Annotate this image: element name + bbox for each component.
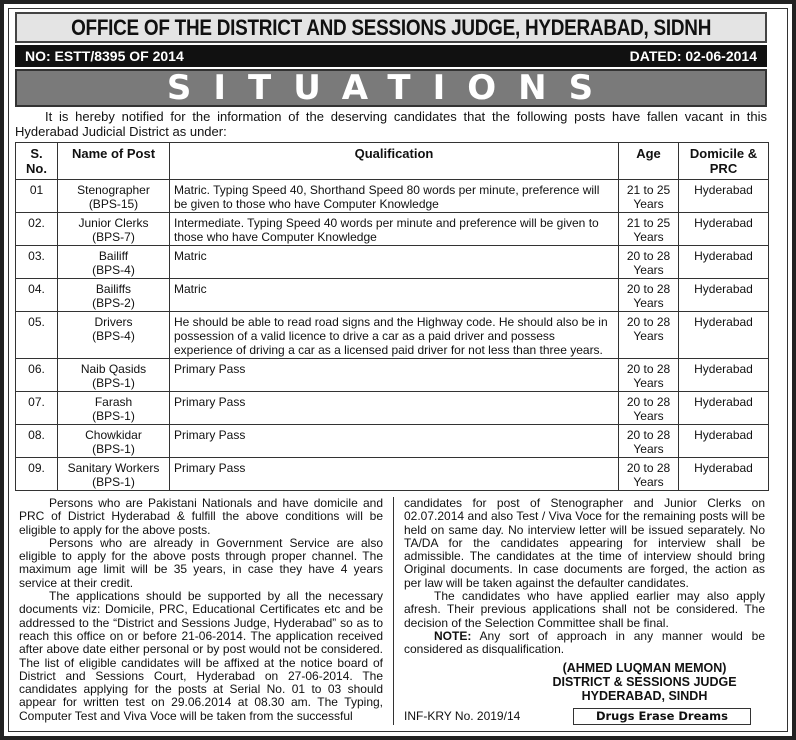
- post-bps: (BPS-1): [92, 475, 135, 489]
- table-row: [16, 458, 769, 491]
- cell-age: [619, 246, 679, 279]
- col-age: Age: [619, 143, 679, 180]
- cell-qualification: Matric: [170, 246, 619, 279]
- cell-qualification: Matric. Typing Speed 40, Shorthand Speed 80 words per minute, preference will be given to those who have Computer Knowledge: [170, 180, 619, 213]
- cell-domicile: Hyderabad: [679, 180, 769, 213]
- cell-domicile: Hyderabad: [679, 312, 769, 359]
- post-name: Junior Clerks: [78, 216, 149, 230]
- cell-qualification: Primary Pass: [170, 425, 619, 458]
- col-sno: S. No.: [16, 143, 58, 180]
- cell-age: [619, 312, 679, 359]
- age-unit: Years: [633, 263, 664, 277]
- cell-post: [58, 312, 170, 359]
- cell-age: [619, 458, 679, 491]
- cell-post: [58, 359, 170, 392]
- age-unit: Years: [633, 296, 664, 310]
- post-name: Farash: [94, 395, 133, 409]
- cell-post: [58, 279, 170, 312]
- note-text: Any sort of approach in any manner would be considered as disqualification.: [404, 628, 765, 657]
- body-left-column: [15, 497, 393, 725]
- cell-age: [619, 213, 679, 246]
- post-name: Bailiffs: [95, 282, 132, 296]
- cell-sno: 03.: [16, 246, 58, 279]
- cell-sno: 04.: [16, 279, 58, 312]
- signature-block: [524, 661, 765, 703]
- age-unit: Years: [633, 409, 664, 423]
- cell-sno: 06.: [16, 359, 58, 392]
- post-bps: (BPS-4): [92, 263, 135, 277]
- table-row: [16, 392, 769, 425]
- cell-sno: 07.: [16, 392, 58, 425]
- cell-post: [58, 392, 170, 425]
- age-range: 20 to 28: [626, 395, 671, 409]
- post-bps: (BPS-1): [92, 376, 135, 390]
- age-unit: Years: [633, 376, 664, 390]
- post-name: Naib Qasids: [80, 362, 147, 376]
- slogan-box: Drugs Erase Dreams: [573, 708, 751, 725]
- table-row: [16, 312, 769, 359]
- reference-bar: [15, 45, 767, 67]
- signatory-place: HYDERABAD, SINDH: [581, 688, 708, 703]
- reference-number: NO: ESTT/8395 OF 2014: [25, 48, 184, 64]
- note-paragraph: [404, 630, 765, 657]
- age-range: 21 to 25: [626, 216, 671, 230]
- cell-post: [58, 425, 170, 458]
- cell-age: [619, 279, 679, 312]
- age-unit: Years: [633, 230, 664, 244]
- paragraph: The applications should be supported by all the necessary documents viz: Domicile, PRC, Educational Certificates etc and be addressed to the “District and Sessions Judge, Hyderabad” so as to reach this office on or before 21-06-2014. The application received after above date either personal or by post would not be considered. The list of eligible candidates will be affixed at the notice board of District and Sessions Court, Hyderabad on 27-06-2014. The candidates applying for the posts at Serial No. 01 to 03 should appear for written test on 29.06.2014 at 08.30 am. The Typing, Computer Test and Viva Voce will be taken from the successful: [19, 589, 383, 723]
- age-unit: Years: [633, 329, 664, 343]
- cell-age: [619, 392, 679, 425]
- body-right-column: [393, 497, 769, 725]
- post-bps: (BPS-4): [92, 329, 135, 343]
- footer: [404, 708, 765, 725]
- paragraph: Persons who are already in Government Service are also eligible to apply for the above posts through proper channel. The maximum age limit will be 35 years, in case they have 4 years service at their credit.: [19, 535, 383, 590]
- cell-qualification: Primary Pass: [170, 392, 619, 425]
- cell-post: [58, 213, 170, 246]
- signatory-designation: DISTRICT & SESSIONS JUDGE: [552, 674, 737, 689]
- cell-sno: 09.: [16, 458, 58, 491]
- cell-age: [619, 359, 679, 392]
- situations-banner: SITUATIONS: [15, 69, 767, 107]
- table-row: [16, 213, 769, 246]
- paragraph: Persons who are Pakistani Nationals and have domicile and PRC of District Hyderabad & fulfill the above conditions will be eligible to apply for the above posts.: [19, 496, 383, 537]
- table-row: [16, 425, 769, 458]
- inner-frame: [8, 8, 788, 732]
- paragraph: candidates for post of Stenographer and Junior Clerks on 02.07.2014 and also Test / Viva Voce for the remaining posts will be held on same day. No interview letter will be issued separately. No TA/DA for the candidates appearing for interview shall be admissible. The candidates at the time of interview should bring Original documents. In case documents are forged, the action as per law will be taken against the defaulter candidates.: [404, 496, 765, 590]
- cell-domicile: Hyderabad: [679, 425, 769, 458]
- post-name: Bailiff: [98, 249, 129, 263]
- vacancy-table: [15, 142, 769, 491]
- cell-qualification: Intermediate. Typing Speed 40 words per minute and preference will be given to those who have Computer Knowledge: [170, 213, 619, 246]
- cell-sno: 08.: [16, 425, 58, 458]
- cell-domicile: Hyderabad: [679, 359, 769, 392]
- cell-qualification: Primary Pass: [170, 359, 619, 392]
- date: DATED: 02-06-2014: [629, 48, 757, 64]
- age-range: 21 to 25: [626, 183, 671, 197]
- cell-domicile: Hyderabad: [679, 458, 769, 491]
- post-bps: (BPS-2): [92, 296, 135, 310]
- cell-age: [619, 425, 679, 458]
- cell-qualification: Matric: [170, 279, 619, 312]
- age-range: 20 to 28: [626, 282, 671, 296]
- body-columns: [15, 497, 769, 725]
- cell-domicile: Hyderabad: [679, 246, 769, 279]
- inf-number: INF-KRY No. 2019/14: [404, 708, 521, 723]
- table-row: [16, 359, 769, 392]
- age-range: 20 to 28: [626, 461, 671, 475]
- paragraph: The candidates who have applied earlier may also apply afresh. Their previous applications shall not be considered. The decision of the Selection Committee shall be final.: [404, 589, 765, 630]
- table-row: [16, 246, 769, 279]
- table-row: [16, 279, 769, 312]
- col-post: Name of Post: [58, 143, 170, 180]
- cell-post: [58, 180, 170, 213]
- cell-qualification: Primary Pass: [170, 458, 619, 491]
- note-label: NOTE:: [434, 628, 472, 643]
- cell-sno: 02.: [16, 213, 58, 246]
- age-unit: Years: [633, 442, 664, 456]
- col-qualification: Qualification: [170, 143, 619, 180]
- post-bps: (BPS-15): [88, 197, 139, 211]
- signatory-name: (AHMED LUQMAN MEMON): [562, 660, 727, 675]
- post-bps: (BPS-7): [92, 230, 135, 244]
- age-range: 20 to 28: [626, 428, 671, 442]
- age-unit: Years: [633, 197, 664, 211]
- cell-post: [58, 458, 170, 491]
- cell-domicile: Hyderabad: [679, 279, 769, 312]
- cell-domicile: Hyderabad: [679, 392, 769, 425]
- age-range: 20 to 28: [626, 362, 671, 376]
- age-unit: Years: [633, 475, 664, 489]
- office-title-text: OFFICE OF THE DISTRICT AND SESSIONS JUDGE, HYDERABAD, SIDNH: [70, 15, 712, 40]
- post-name: Drivers: [94, 315, 133, 329]
- cell-sno: 01: [16, 180, 58, 213]
- post-name: Chowkidar: [85, 428, 142, 442]
- age-range: 20 to 28: [626, 315, 671, 329]
- post-bps: (BPS-1): [92, 442, 135, 456]
- col-domicile: Domicile & PRC: [679, 143, 769, 180]
- table-row: [16, 180, 769, 213]
- post-name: Stenographer: [77, 183, 150, 197]
- cell-domicile: Hyderabad: [679, 213, 769, 246]
- post-bps: (BPS-1): [92, 409, 135, 423]
- post-name: Sanitary Workers: [67, 461, 160, 475]
- intro-text: It is hereby notified for the information of the deserving candidates that the following posts have fallen vacant in this Hyderabad Judicial District as under:: [15, 109, 767, 139]
- cell-sno: 05.: [16, 312, 58, 359]
- cell-post: [58, 246, 170, 279]
- cell-qualification: He should be able to read road signs and the Highway code. He should also be in possession of a valid licence to drive a car as a paid driver and possess experience of driving a car as a licensed paid driver for not less than three years.: [170, 312, 619, 359]
- cell-age: [619, 180, 679, 213]
- age-range: 20 to 28: [626, 249, 671, 263]
- office-title: [15, 12, 767, 43]
